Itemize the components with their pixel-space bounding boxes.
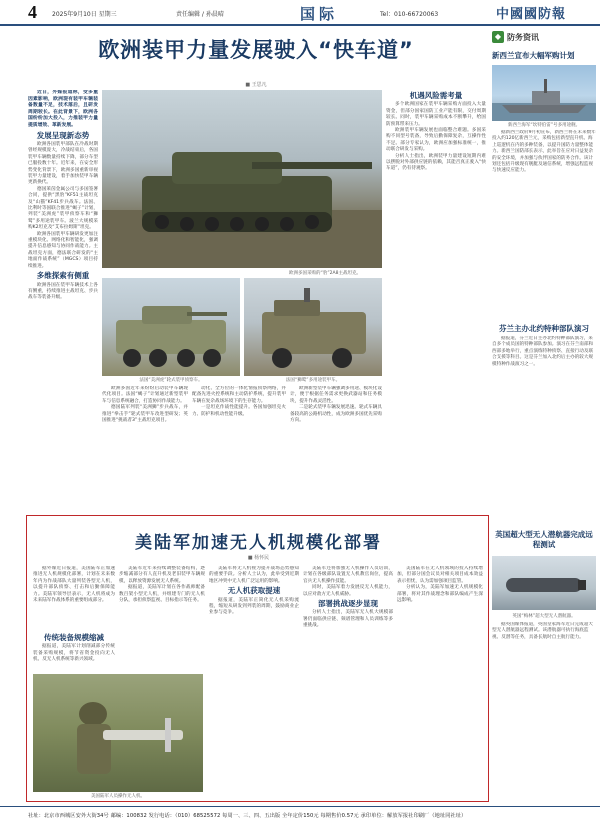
body-paragraph: 分析人士指出，美陆军无人机大规模部署仍面临供应链、频谱管理和人员训练等多重挑战。: [303, 610, 393, 629]
body-paragraph: 多个欧洲国家在装甲车辆采购方面投入大量资金，但部分国家国防工业产能有限，交付周期较长。同时，装甲车辆采购成本不断攀升，给国防预算带来压力。: [386, 102, 486, 127]
mrap-caption: 法国“狮鹫”多用途装甲车。: [285, 378, 341, 383]
apc-illustration: [102, 278, 240, 376]
uuv-photo: [492, 556, 596, 610]
sidebar-text-finland: 据报道，芬兰近日主办北约特种部队演习，来自多个成员国的特种部队参加。演习在芬兰南部和西部多地举行，重点演练特种侦察、直接行动及联合支援等科目。这是芬兰加入北约后主办的较大规模特种作战演习之一。: [492, 336, 594, 367]
main-col-mid-3: [290, 386, 382, 504]
footer-publisher-info: 社址：北京市西城区安外大街34号 邮编：100832 发行电话：（010）68525572 每周一、三、四、五出版 全年定价150元 每期售价0.57元 承印单位：解放军报社印刷厂（地址同社址）: [28, 813, 467, 819]
main-col-1: [28, 90, 98, 502]
nz-ship-photo: [492, 65, 596, 121]
us-army-drone-article: [26, 515, 489, 802]
sidebar-headline-finland[interactable]: 芬兰主办北约特种部队演习: [499, 324, 589, 333]
nz-ship-caption: 新西兰海军“坎特伯雷”号多用途舰。: [507, 123, 581, 128]
lead-paragraph: 近日，外媒报道称，受多重因素影响，欧洲现有装甲车辆装备数量不足，技术落后，且研发周期较长。在此背景下，欧洲各国纷纷加大投入，力推装甲力量提质增效、革新发展。: [28, 90, 98, 128]
box-subhead-2: 无人机获取提速: [227, 586, 281, 596]
main-col-3: [386, 90, 486, 502]
box-col-4: [303, 566, 393, 796]
body-paragraph: 美陆军将无人机视为提升战场态势感知的重要手段。分析人士认为，此举受到近期地区冲突中无人机广泛运用的影响。: [209, 566, 299, 584]
sidebar-headline-nz[interactable]: 新西兰宣布大幅军购计划: [492, 51, 575, 60]
box-col-intro: [33, 566, 115, 630]
news-sidebar: [492, 30, 596, 486]
main-col-mid-2: [192, 386, 286, 504]
body-paragraph: 分析人士指出，欧洲装甲力量建设短期内难以摆脱对外部供应链的依赖，其能否真正驶入“快车道”，仍有待观察。: [386, 153, 486, 172]
body-paragraph: 欧洲各国装甲部队在冷战时期曾经规模庞大，冷战结束后，各国装甲车辆数量持续下降，部分车型已服役数十年。近年来，在安全形势变化背景下，欧洲多国重新审视装甲力量建设，着手加快装甲车辆更新换代。: [28, 141, 98, 186]
body-paragraph: 德国莱茵金属公司与多国签署合同，提供“黑豹”KF51主战坦克及“山猫”KF41步兵战车。法国、比利时等国联合推进“蝎子”计划，列装“美洲虎”装甲侦察车和“狮鹫”多用途装甲车。波兰大规模采购K2坦克及“艾布拉姆斯”坦克。: [28, 186, 98, 231]
page-number: 4: [28, 2, 37, 22]
editor-line: 责任编辑 / 孙晨晴: [176, 11, 224, 18]
box-byline: ■ 杨怀民: [247, 555, 270, 561]
page-footer: [0, 806, 600, 825]
body-paragraph: 分析认为，美陆军加速无人机规模化部署，将对其作战理念和部队编成产生深远影响。: [397, 585, 483, 604]
ship-illustration: [492, 65, 596, 121]
sidebar-headline-uk[interactable]: 英国超大型无人潜航器完成远程测试: [495, 530, 593, 549]
body-paragraph: 动化、全方位的一体化情报侦察网络，并配备先进火控系统和主动防护系统，提升装甲车辆在复杂战场环境下的生存能力。: [192, 386, 286, 404]
body-paragraph: 欧洲各国装甲车辆研发更加注重模块化、网络化和智能化，强调提升信息感知与协同作战能力。主战坦克方面，德法联合研发的“主地面作战系统”（MGCS）项目持续推进。: [28, 231, 98, 269]
issue-date: 2025年9月10日 星期三: [52, 11, 117, 18]
body-paragraph: 据报道，美陆军计划削减部分传统装备采购规模，将节省资金投向无人机、反无人机系统等新兴领域。: [33, 644, 115, 663]
apc-caption: 法国“美洲虎”轮式装甲侦察车。: [139, 378, 203, 383]
tank-illustration: [102, 90, 382, 268]
body-paragraph: 欧洲装甲车辆发展也面临整合难题。多国采购不同型号装备，导致后勤保障复杂，互操作性不足。部分专家认为，欧洲应加强标准统一，推动联合研发与采购。: [386, 128, 486, 153]
body-paragraph: 据报道，美陆军正简化无人机采购流程，缩短从研发到列装的周期，鼓励商业企业参与竞争。: [209, 597, 299, 616]
box-col-1: [33, 632, 115, 672]
news-icon: ◆: [492, 31, 504, 43]
body-paragraph: 美陆军还将加强无人机操作人员培训，计划在各级部队设置无人机教官岗位，提高官兵无人机操作技能。: [303, 566, 393, 584]
body-paragraph: 同时，美陆军着力发展反无人机能力，以应对敌方无人机威胁。: [303, 585, 393, 597]
uuv-caption: 英国“梅林”超大型无人潜航器。: [512, 614, 576, 619]
body-paragraph: 欧洲新型装甲车辆强调多用途、模块化设计，便于根据任务需求更换武器站和任务模块，提升作战灵活性。: [290, 386, 382, 404]
main-col-mid-1: [102, 386, 188, 504]
sidebar-text-nz: 据新西兰政府9月初宣布，新西兰将在未来数年投入约120亿新西兰元，采购包括新型直升机、海上巡逻机在内的多种装备，以提升国防力量整体能力。新西兰国防部长表示，此举旨在应对日益复杂的安全环境，并加强与伙伴国家的防务合作。该计划还包括升级现有舰艇及通信系统，增强远程监视与快速反应能力。: [492, 130, 596, 174]
tank-photo: [102, 90, 382, 268]
body-paragraph: 美陆军近年来持续调整装备结构，逐步缩减部分有人直升机及老旧装甲车辆规模，以释放资源发展无人系统。: [119, 566, 205, 584]
box-subhead-3: 部署挑战逐步显现: [318, 599, 378, 609]
main-headline[interactable]: 欧洲装甲力量发展驶入“快车道”: [98, 38, 414, 62]
box-col-2: [119, 566, 205, 670]
masthead-logo: 中國國防報: [496, 7, 567, 22]
subhead-opportunities-risks: 机遇风险需考量: [409, 91, 463, 100]
body-paragraph: 据报道，美陆军计划在各作战师配备数百架小型无人机，并组建专门的无人机分队，承担侦察监视、目标指示等任务。: [119, 585, 205, 604]
box-col-5: [397, 566, 483, 796]
main-byline: ■ 王思凡: [245, 82, 267, 88]
uuv-illustration: [492, 556, 596, 610]
body-paragraph: 一是坦克作战性能提升。各国加强坦克火力、防护和机动性能升级。: [192, 405, 286, 417]
page-header: [0, 0, 600, 26]
box-subhead-1: 传统装备规模缩减: [44, 633, 104, 642]
apc-photo: [102, 278, 240, 376]
subhead-new-trends: 发展呈现新态势: [36, 130, 90, 140]
body-paragraph: 据外媒近日报道，美国陆军正加速推进无人机规模化部署，计划在未来数年内为作战部队大量列装各型无人机，以提升部队侦察、打击和后勤保障能力。美陆军领导层表示，无人机将成为未来陆军作战体系的重要组成部分。: [33, 566, 115, 604]
subhead-multi-exploration: 多维探索有侧重: [36, 271, 90, 281]
sidebar-text-uk: 据英国媒体报道，英国皇家海军近日完成超大型无人潜航器远程测试。该潜航器可执行海底监视、反潜等任务，具备长航时自主航行能力。: [492, 622, 593, 640]
tel-line: Tel：010-66720063: [380, 11, 439, 18]
soldier-caption: 美国陆军人员操作无人机。: [91, 794, 145, 799]
mrap-illustration: [244, 278, 382, 376]
sidebar-heading: 防务资讯: [507, 32, 539, 42]
soldier-illustration: [33, 674, 203, 792]
mrap-photo: [244, 278, 382, 376]
section-title: 国际: [300, 5, 339, 23]
body-paragraph: 美国陆军在无人机领域的投入持续增加，但部分国会议员对相关项目成本效益表示担忧，认为需加强项目监管。: [397, 566, 483, 584]
box-headline[interactable]: 美陆军加速无人机规模化部署: [135, 533, 382, 553]
body-paragraph: 欧洲多国近年来纷纷启动装甲车辆现代化项目。法国“蝎子”计划通过新型装甲车与信息系统融合，打造协同作战能力。: [102, 386, 188, 404]
tank-caption: 欧洲多国采购的“豹”2A8主战坦克。: [289, 271, 361, 276]
soldier-drone-photo: [33, 674, 203, 792]
body-paragraph: 德国陆军列装“美洲狮”步兵战车，并推进“拳击手”轮式装甲车改进型研发；英国推进“挑战者3”主战坦克项目。: [102, 405, 188, 424]
body-paragraph: 欧洲各国在装甲车辆技术上各有侧重，持续推进主战坦克、步兵战车等装备升级。: [28, 282, 98, 301]
main-headline-block: [28, 34, 484, 74]
body-paragraph: 二是轮式装甲车辆发展迅速。轮式车辆具备较高的公路机动性，成为欧洲多国优先采购方向。: [290, 405, 382, 424]
box-col-3: [209, 566, 299, 796]
sidebar-header: [492, 30, 596, 44]
